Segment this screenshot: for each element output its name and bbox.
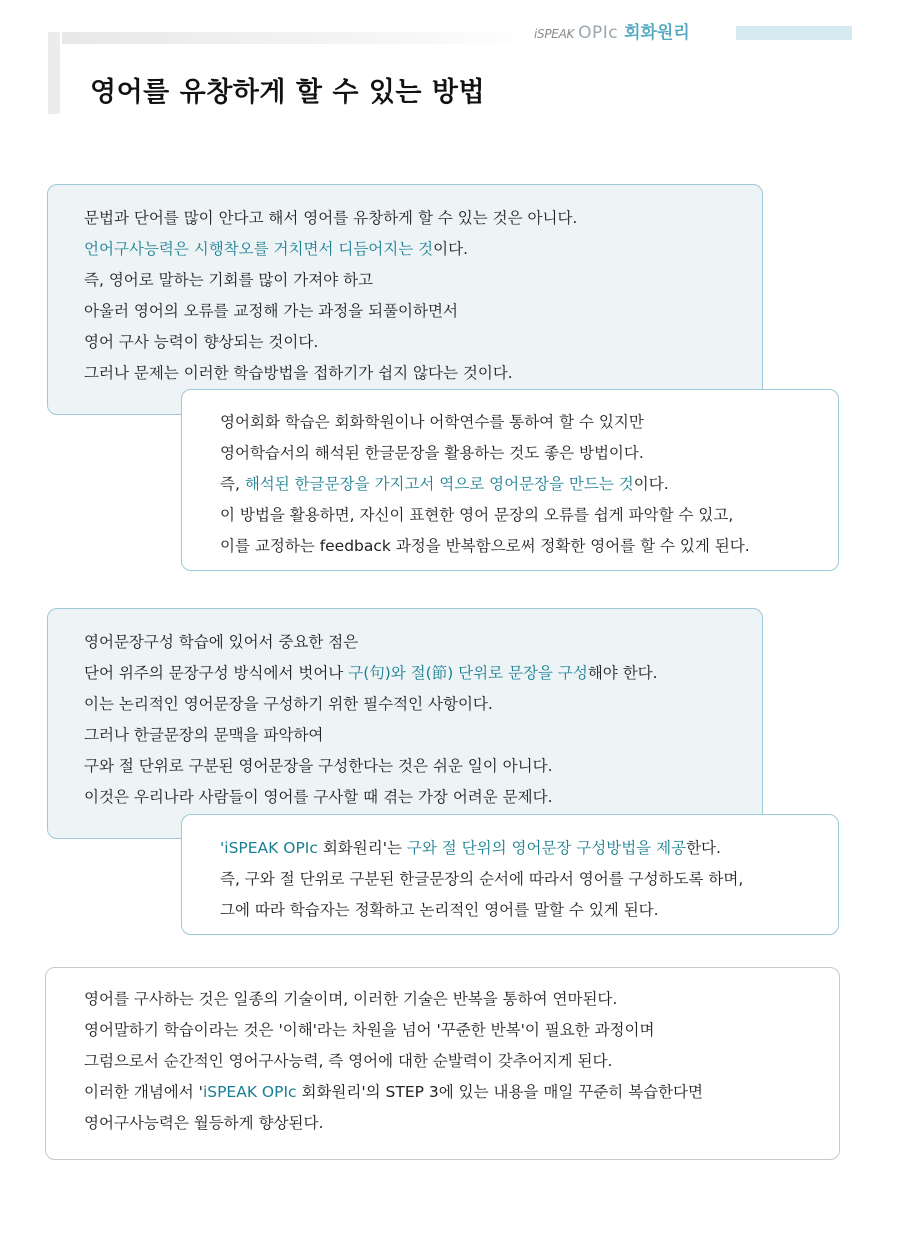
text-box-lines <box>84 203 577 389</box>
text-line <box>84 1015 703 1046</box>
text-segment: 영어회화 학습은 회화학원이나 어학연수를 통하여 할 수 있지만 <box>220 413 644 431</box>
header-accent-band <box>736 26 852 40</box>
text-line <box>220 469 750 500</box>
text-box-fluency-intro <box>47 184 763 415</box>
text-line <box>220 531 750 562</box>
highlighted-text: 구(句)와 절(節) 단위로 문장을 구성 <box>348 664 588 682</box>
highlighted-text: 'iSPEAK OPIc <box>220 839 318 857</box>
brand-product: OPIc <box>578 23 619 43</box>
text-segment: 이 방법을 활용하면, 자신이 표현한 영어 문장의 오류를 쉽게 파악할 수 있고, <box>220 506 734 524</box>
text-line <box>84 265 577 296</box>
text-line <box>220 833 743 864</box>
text-segment: 영어 구사 능력이 향상되는 것이다. <box>84 333 319 351</box>
text-line <box>84 720 658 751</box>
text-segment: 구와 절 단위로 구분된 영어문장을 구성한다는 것은 쉬운 일이 아니다. <box>84 757 553 775</box>
text-line <box>84 689 658 720</box>
text-segment: 즉, 영어로 말하는 기회를 많이 가져야 하고 <box>84 271 374 289</box>
text-segment: 즉, 구와 절 단위로 구분된 한글문장의 순서에 따라서 영어를 구성하도록 하며, <box>220 870 744 888</box>
text-line <box>220 438 750 469</box>
text-segment: 이를 교정하는 feedback 과정을 반복함으로써 정확한 영어를 할 수 있게 된다. <box>220 537 750 555</box>
text-box-lines <box>84 984 703 1139</box>
text-line <box>220 407 750 438</box>
header-decoration-bar <box>62 32 532 44</box>
text-segment: 그러나 한글문장의 문맥을 파악하여 <box>84 726 324 744</box>
text-box-lines <box>220 833 743 926</box>
text-line <box>84 1046 703 1077</box>
text-segment: 영어학습서의 해석된 한글문장을 활용하는 것도 좋은 방법이다. <box>220 444 644 462</box>
text-segment: 이다. <box>633 475 669 493</box>
highlighted-text: iSPEAK OPIc <box>202 1083 297 1101</box>
text-line <box>220 895 743 926</box>
highlighted-text: 해석된 한글문장을 가지고서 역으로 영어문장을 만드는 것 <box>244 475 634 493</box>
page-title: 영어를 유창하게 할 수 있는 방법 <box>90 77 486 108</box>
text-line <box>84 1108 703 1139</box>
text-box-lines <box>220 407 750 562</box>
header-decoration-corner <box>48 32 60 114</box>
text-segment: 단어 위주의 문장구성 방식에서 벗어나 <box>84 664 349 682</box>
text-segment: 회화원리'는 <box>317 839 407 857</box>
text-line <box>84 327 577 358</box>
text-segment: 그러나 문제는 이러한 학습방법을 접하기가 쉽지 않다는 것이다. <box>84 364 513 382</box>
text-segment: 영어구사능력은 월등하게 향상된다. <box>84 1114 324 1132</box>
highlighted-text: 언어구사능력은 시행착오를 거치면서 디듬어지는 것 <box>84 240 434 258</box>
text-segment: 한다. <box>686 839 721 857</box>
text-box-sentence-structure <box>47 608 763 839</box>
text-segment: 이것은 우리나라 사람들이 영어를 구사할 때 겪는 가장 어려운 문제다. <box>84 788 553 806</box>
text-segment: 그럼으로서 순간적인 영어구사능력, 즉 영어에 대한 순발력이 갖추어지게 된다. <box>84 1052 613 1070</box>
text-box-lines <box>84 627 658 813</box>
text-box-translation-method <box>181 389 839 571</box>
text-line <box>84 296 577 327</box>
text-box-repetition <box>45 967 840 1160</box>
text-line <box>84 203 577 234</box>
text-segment: 이러한 개념에서 ' <box>84 1083 203 1101</box>
highlighted-text: 구와 절 단위의 영어문장 구성방법을 제공 <box>406 839 687 857</box>
text-box-product-method <box>181 814 839 935</box>
text-segment: 영어를 구사하는 것은 일종의 기술이며, 이러한 기술은 반복을 통하여 연마된다. <box>84 990 618 1008</box>
text-segment: 해야 한다. <box>587 664 658 682</box>
text-segment: 그에 따라 학습자는 정확하고 논리적인 영어를 말할 수 있게 된다. <box>220 901 659 919</box>
text-line <box>220 864 743 895</box>
text-segment: 이는 논리적인 영어문장을 구성하기 위한 필수적인 사항이다. <box>84 695 493 713</box>
text-segment: 이다. <box>433 240 468 258</box>
text-segment: 영어말하기 학습이라는 것은 '이해'라는 차원을 넘어 '꾸준한 반복'이 필요한 과정이며 <box>84 1021 655 1039</box>
text-segment: 아울러 영어의 오류를 교정해 가는 과정을 되풀이하면서 <box>84 302 458 320</box>
text-line <box>84 751 658 782</box>
brand-korean: 회화원리 <box>624 23 690 43</box>
text-line <box>84 1077 703 1108</box>
text-line <box>84 234 577 265</box>
text-segment: 문법과 단어를 많이 안다고 해서 영어를 유창하게 할 수 있는 것은 아니다. <box>84 209 578 227</box>
text-line <box>84 627 658 658</box>
text-line <box>220 500 750 531</box>
text-line <box>84 358 577 389</box>
text-segment: 회화원리'의 STEP 3에 있는 내용을 매일 꾸준히 복습한다면 <box>296 1083 703 1101</box>
text-segment: 영어문장구성 학습에 있어서 중요한 점은 <box>84 633 359 651</box>
text-line <box>84 782 658 813</box>
text-line <box>84 984 703 1015</box>
brand-logo <box>534 18 690 44</box>
text-segment: 즉, <box>220 475 245 493</box>
text-line <box>84 658 658 689</box>
brand-prefix: iSPEAK <box>534 27 575 41</box>
